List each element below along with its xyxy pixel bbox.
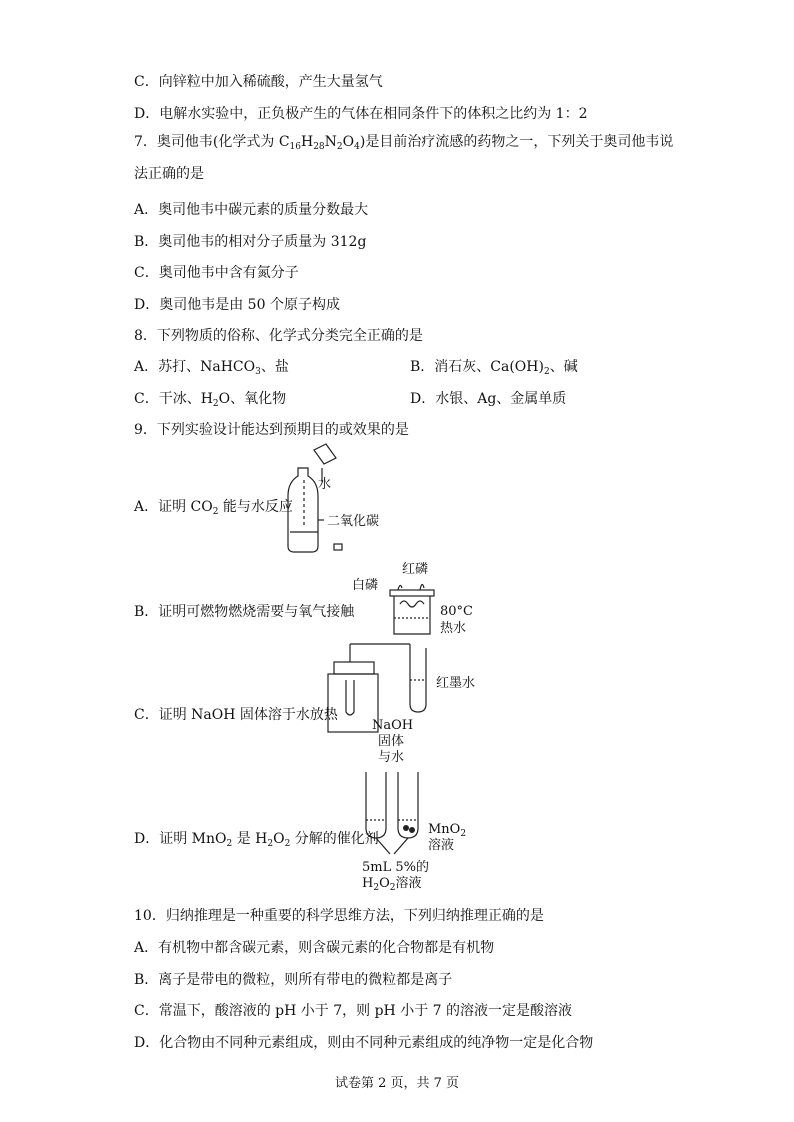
text-line-l17: C．常温下，酸溶液的 pH 小于 7，则 pH 小于 7 的溶液一定是酸溶液 [134, 1003, 573, 1019]
q7-stem-cont: 法正确的是 [134, 166, 204, 182]
text-line-l8: D．奥司他韦是由 50 个原子构成 [134, 297, 340, 313]
label-white-p: 白磷 [352, 578, 379, 593]
label-mno2: MnO$_2$ [428, 822, 467, 839]
text-line-l13: B．证明可燃物燃烧需要与氧气接触 [134, 604, 355, 620]
text-line-l2: D．电解水实验中，正负极产生的气体在相同条件下的体积之比约为 1：2 [134, 106, 588, 122]
label-naoh: NaOH [372, 718, 414, 733]
page-footer: 试卷第 2 页，共 7 页 [334, 1076, 460, 1091]
label-red-ink: 红墨水 [436, 676, 476, 691]
label-solid: 固体 [378, 734, 405, 749]
q9-option-c: C．证明 NaOH 固体溶于水放热 [134, 707, 338, 723]
q8-option-a: A．苏打、NaHCO$_3$、盐 [134, 359, 289, 377]
label-with-water: 与水 [378, 750, 405, 765]
figure-co2-bottle [280, 440, 360, 560]
text-line-l5: A．奥司他韦中碳元素的质量分数最大 [134, 202, 369, 218]
figure-test-tubes [358, 768, 428, 858]
label-5ml: 5mL 5%的 [362, 860, 429, 875]
label-h2o2: $H_2O_2$溶液 [362, 876, 422, 893]
text-line-l9: 8．下列物质的俗称、化学式分类完全正确的是 [134, 328, 423, 344]
text-line-l7: C．奥司他韦中含有氮分子 [134, 265, 299, 281]
text-line-l15: A．有机物中都含碳元素，则含碳元素的化合物都是有机物 [134, 940, 495, 956]
text-line-l6: B．奥司他韦的相对分子质量为 312g [134, 234, 367, 250]
label-red-p: 红磷 [402, 562, 429, 577]
text-line-l14: 10．归纳推理是一种重要的科学思维方法，下列归纳推理正确的是 [134, 908, 544, 924]
label-hot-water: 热水 [440, 621, 467, 636]
label-water: 水 [318, 477, 332, 492]
q8-option-b: B．消石灰、$Ca(OH)_2$、碱 [410, 359, 578, 377]
q7-stem: 7．奥司他韦(化学式为 $C_{16}H_{28}N_2O_4$)是目前治疗流感的药物之一，下列关于奥司他韦说 [134, 134, 674, 152]
text-line-l18: D．化合物由不同种元素组成，则由不同种元素组成的纯净物一定是化合物 [134, 1035, 594, 1051]
label-80c: 80°C [440, 604, 473, 619]
q8-option-c: C．干冰、$H_2O$、氧化物 [134, 391, 287, 409]
q8-option-d: D．水银、Ag、金属单质 [410, 391, 567, 407]
text-line-l16: B．离子是带电的微粒，则所有带电的微粒都是离子 [134, 972, 453, 988]
label-co2: 二氧化碳 [327, 514, 380, 529]
q9-option-d: D．证明 MnO$_2$ 是 $H_2O_2$ 分解的催化剂 [134, 831, 379, 849]
text-line-l12: 9．下列实验设计能达到预期目的或效果的是 [134, 422, 409, 438]
q9-option-a: A．证明 $CO_2$ 能与水反应 [134, 499, 293, 517]
label-solution: 溶液 [428, 838, 455, 853]
text-line-l1: C．向锌粒中加入稀硫酸，产生大量氢气 [134, 74, 383, 90]
